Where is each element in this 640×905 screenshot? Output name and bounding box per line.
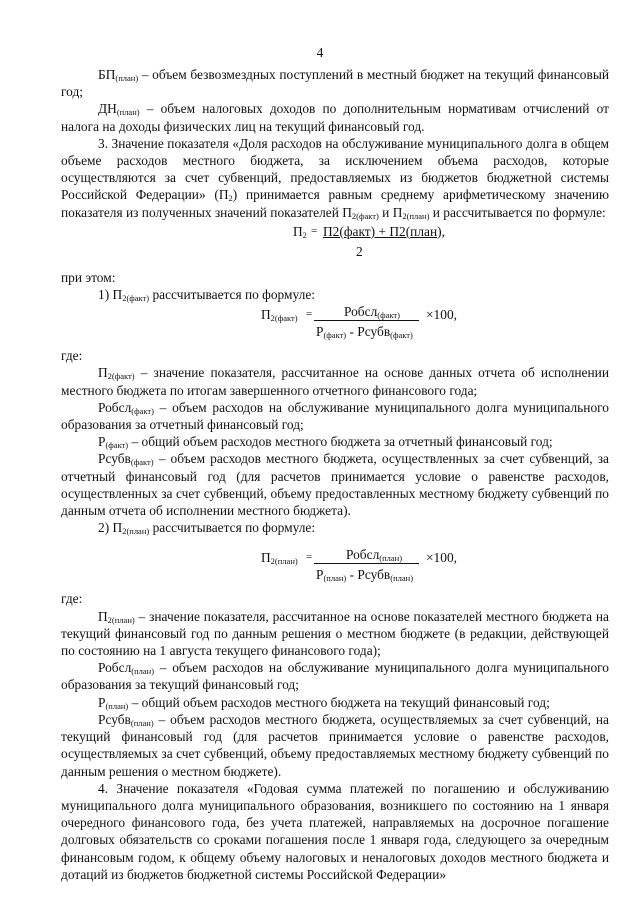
subscript: 2(факт) [107, 371, 135, 382]
subscript: (план) [130, 717, 154, 728]
definition-robsl-plan [61, 659, 609, 693]
subscript: (план) [105, 700, 129, 711]
formula-equals: = [306, 551, 313, 564]
formula-p2-plan [61, 546, 609, 590]
subscript: 2(план) [107, 614, 135, 625]
formula-times: ×100, [426, 550, 457, 566]
symbol: ДН [98, 101, 117, 117]
definition-dn [61, 100, 609, 134]
subscript: 2(план) [270, 556, 298, 567]
definition-rsubv-fact [61, 450, 609, 519]
pri-etom: при этом: [61, 269, 116, 285]
case-1-heading [61, 286, 609, 303]
definition-text: – объем расходов на обслуживание муниципального долга муниципального образования за отчетный финансовый год; [61, 399, 609, 433]
text: и рассчитывается по формуле: [429, 204, 606, 220]
subscript: (план) [323, 573, 347, 584]
subscript: (план) [131, 666, 155, 677]
text: 1) П [98, 287, 123, 303]
formula-numerator [346, 546, 402, 563]
subscript: (план) [115, 73, 139, 83]
definition-text: – объем расходов на обслуживание муниципального долга муниципального образования за текущий финансовый год; [61, 660, 609, 693]
subscript: 2 [302, 229, 307, 240]
text: рассчитывается по формуле: [149, 287, 315, 303]
definition-p2-fact [61, 364, 609, 398]
definition-text: – общий объем расходов местного бюджета за отчетный финансовый год; [128, 434, 553, 450]
subscript: 2(план) [402, 210, 430, 221]
symbol: Р [316, 324, 324, 340]
definition-r-plan [61, 694, 609, 711]
definition-text: – объем расходов местного бюджета, осуществленных за счет субвенций, за отчетный финансовый год (для расчетов принимается условие о равенстве расходов, осуществленных за счет субвенций, объему предоставленных местному бюджету субвенций по данным отчета об исполнении местного бюджета). [61, 451, 609, 519]
subscript: (план) [379, 553, 403, 564]
symbol: Р [98, 694, 106, 710]
subscript: (план) [116, 107, 140, 118]
symbol: Р [316, 567, 324, 583]
symbol: - Рсубв [346, 324, 391, 340]
symbol: П [98, 608, 108, 624]
definition-rsubv-plan [61, 711, 609, 780]
formula-lhs [261, 549, 298, 566]
case-2-heading [61, 519, 609, 536]
symbol: Рсубв [98, 711, 131, 727]
symbol: Робсл [344, 304, 378, 320]
symbol: - Рсубв [346, 567, 391, 583]
definition-text: – объем расходов местного бюджета, осуществляемых за счет субвенций, на текущий финансовый год (для расчетов принимается условие о равенстве расходов, осуществляемых за счет субвенций, объему предоставляемых местному бюджету субвенций по данным решения о местном бюджете). [61, 711, 609, 779]
formula-p2-average [61, 221, 609, 269]
formula-times: ×100, [426, 307, 457, 323]
subscript: (факт) [377, 310, 400, 321]
formula-numerator: П2(факт) + П2(план), [323, 223, 445, 239]
definition-r-fact [61, 433, 609, 450]
formula-denominator: 2 [356, 243, 363, 259]
section-3-intro [61, 135, 609, 221]
subscript: (факт) [105, 440, 129, 451]
formula-denominator [316, 323, 413, 340]
symbol: П [261, 550, 271, 566]
definition-robsl-fact [61, 399, 609, 433]
formula-p2-fact [61, 303, 609, 347]
symbol: Рсубв [98, 451, 131, 467]
symbol: Робсл [98, 660, 132, 676]
definition-text: – общий объем расходов местного бюджета на текущий финансовый год; [128, 694, 550, 710]
text: ) принимается равным среднему арифметическому значению показателя из полученных значений показателей П [61, 187, 609, 220]
symbol: П [261, 307, 271, 323]
subscript: (факт) [390, 330, 413, 341]
definition-text: – объем налоговых доходов по дополнительным нормативам отчислений от налога на доходы физических лиц на текущий финансовый год. [61, 101, 609, 134]
fraction-bar [314, 563, 419, 564]
subscript: 2(факт) [351, 210, 379, 221]
text: 3. Значение показателя «Доля расходов на обслуживание муниципального долга в общем объеме расходов местного бюджета, за исключением объема расходов, которые осуществляются за счет субвенций, предоставляемых из бюджетов бюджетной системы Российской Федерации» (П [61, 135, 609, 203]
subscript: 2 [228, 193, 233, 204]
symbol: П [293, 223, 303, 239]
subscript: (факт) [130, 457, 154, 468]
definition-bp [61, 66, 609, 100]
formula-lhs [261, 306, 298, 323]
symbol: Р [98, 434, 106, 450]
definition-p2-plan [61, 608, 609, 660]
subscript: (факт) [323, 330, 347, 341]
subscript: (факт) [131, 405, 154, 416]
symbol: БП [98, 67, 116, 82]
document-body [61, 66, 609, 883]
symbol: Робсл [98, 399, 132, 415]
definition-text: – значение показателя, рассчитанное на основе данных отчета об исполнении местного бюджета по итогам завершенного отчетного финансового года; [61, 365, 609, 398]
definition-text: – значение показателя, рассчитанное на основе показателей местного бюджета на текущий финансовый год по данным решения о местном бюджете (в редакции, действующей по состоянию на 1 августа текущего финансового года); [61, 608, 609, 659]
gde-1: где: [61, 348, 83, 364]
section-4-intro: 4. Значение показателя «Годовая сумма платежей по погашению и обслуживанию муниципального долга муниципального образования, возникшего по состоянию на 1 января очередного финансового года, без учета платежей, направляемых на досрочное погашение долговых обязательств со сроками погашения после 1 января года, следующего за очередным финансовым годом, к общему объему налоговых и неналоговых доходов местного бюджета и дотаций из бюджетов бюджетной системы Российской Федерации» [61, 780, 609, 882]
formula-numerator [344, 303, 400, 320]
subscript: 2(план) [122, 526, 150, 537]
page-number: 4 [316, 45, 324, 60]
formula-denominator [316, 566, 413, 583]
subscript: 2(факт) [270, 313, 298, 324]
formula-equals: = [306, 308, 313, 321]
subscript: (план) [390, 573, 414, 584]
fraction-bar [314, 320, 419, 321]
formula-lhs [293, 223, 307, 240]
gde-2: где: [61, 591, 83, 607]
formula-equals: = [311, 224, 318, 237]
definition-text: – объем безвозмездных поступлений в местный бюджет на текущий финансовый год; [61, 67, 609, 100]
symbol: П [98, 365, 108, 381]
text: рассчитывается по формуле: [149, 520, 316, 536]
text: 2) П [98, 520, 123, 536]
symbol: Робсл [346, 547, 380, 563]
text: и П [378, 204, 403, 220]
subscript: 2(факт) [122, 293, 150, 304]
